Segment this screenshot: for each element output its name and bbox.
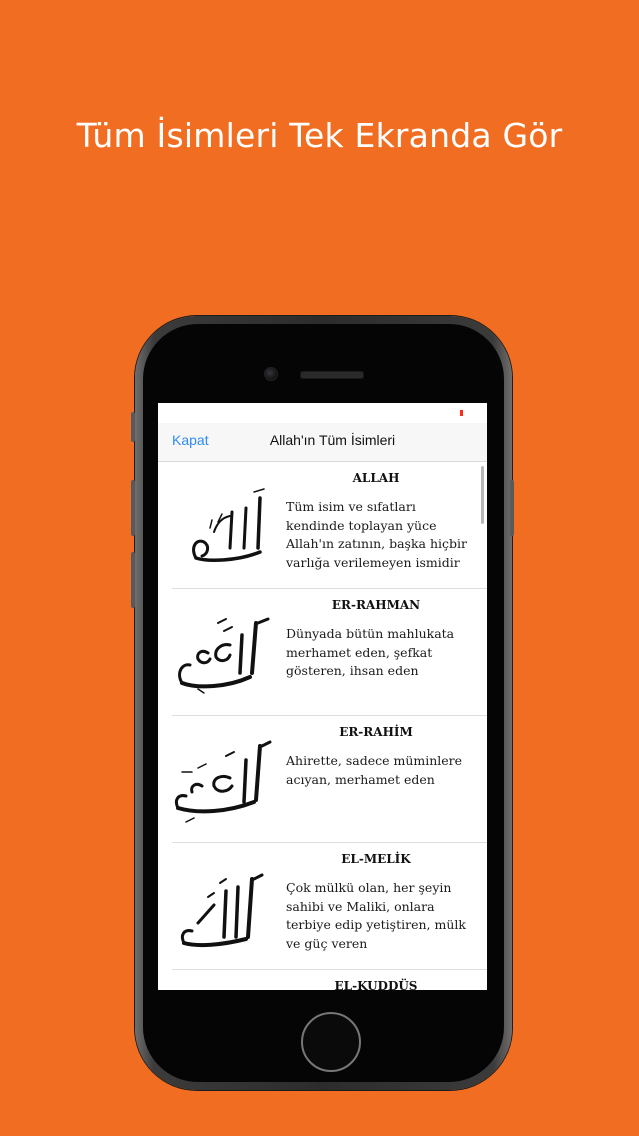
name-description: Dünyada bütün mahlukata merhamet eden, şefkat gösteren, ihsan eden [286, 626, 455, 678]
scrollbar[interactable] [481, 466, 484, 524]
name-title: ER-RAHMAN [331, 598, 421, 612]
mute-switch [131, 412, 135, 442]
power-button [510, 480, 514, 536]
name-title: EL-MELİK [341, 852, 411, 866]
er-rahim-calligraphy-icon [168, 716, 280, 843]
name-title: ALLAH [352, 471, 400, 485]
list-item-er-rahman[interactable] [158, 589, 487, 716]
page-title: Allah'ın Tüm İsimleri [269, 432, 396, 448]
navigation-bar [158, 423, 487, 462]
volume-up-button [131, 480, 135, 536]
name-description: Çok mülkü olan, her şeyin sahibi ve Maliki, onlara terbiye edip yetiştiren, mülk ve güç veren [286, 880, 466, 951]
list-item-el-kuddus[interactable] [158, 970, 487, 990]
list-item-er-rahim[interactable] [158, 716, 487, 843]
recording-indicator [460, 410, 463, 416]
list-item-el-melik[interactable] [158, 843, 487, 970]
er-rahman-calligraphy-icon [168, 589, 280, 716]
allah-calligraphy-icon [168, 462, 280, 589]
close-button[interactable]: Kapat [172, 432, 209, 448]
name-description: Tüm isim ve sıfatları kendinde toplayan yüce Allah'ın zatının, başka hiçbir varlığa verilemeyen ismidir [286, 499, 467, 570]
el-melik-calligraphy-icon [168, 843, 280, 970]
list-item-allah[interactable] [158, 462, 487, 589]
earpiece-speaker [300, 371, 364, 379]
name-description: Ahirette, sadece müminlere acıyan, merhamet eden [286, 753, 463, 787]
volume-down-button [131, 552, 135, 608]
name-title: ER-RAHİM [339, 725, 413, 739]
name-title: EL-KUDDÜS [334, 979, 418, 990]
home-button[interactable] [301, 1012, 361, 1072]
names-list[interactable] [158, 462, 487, 990]
promo-headline: Tüm İsimleri Tek Ekranda Gör [76, 116, 563, 155]
front-camera [264, 367, 278, 381]
app-screen [158, 403, 487, 990]
